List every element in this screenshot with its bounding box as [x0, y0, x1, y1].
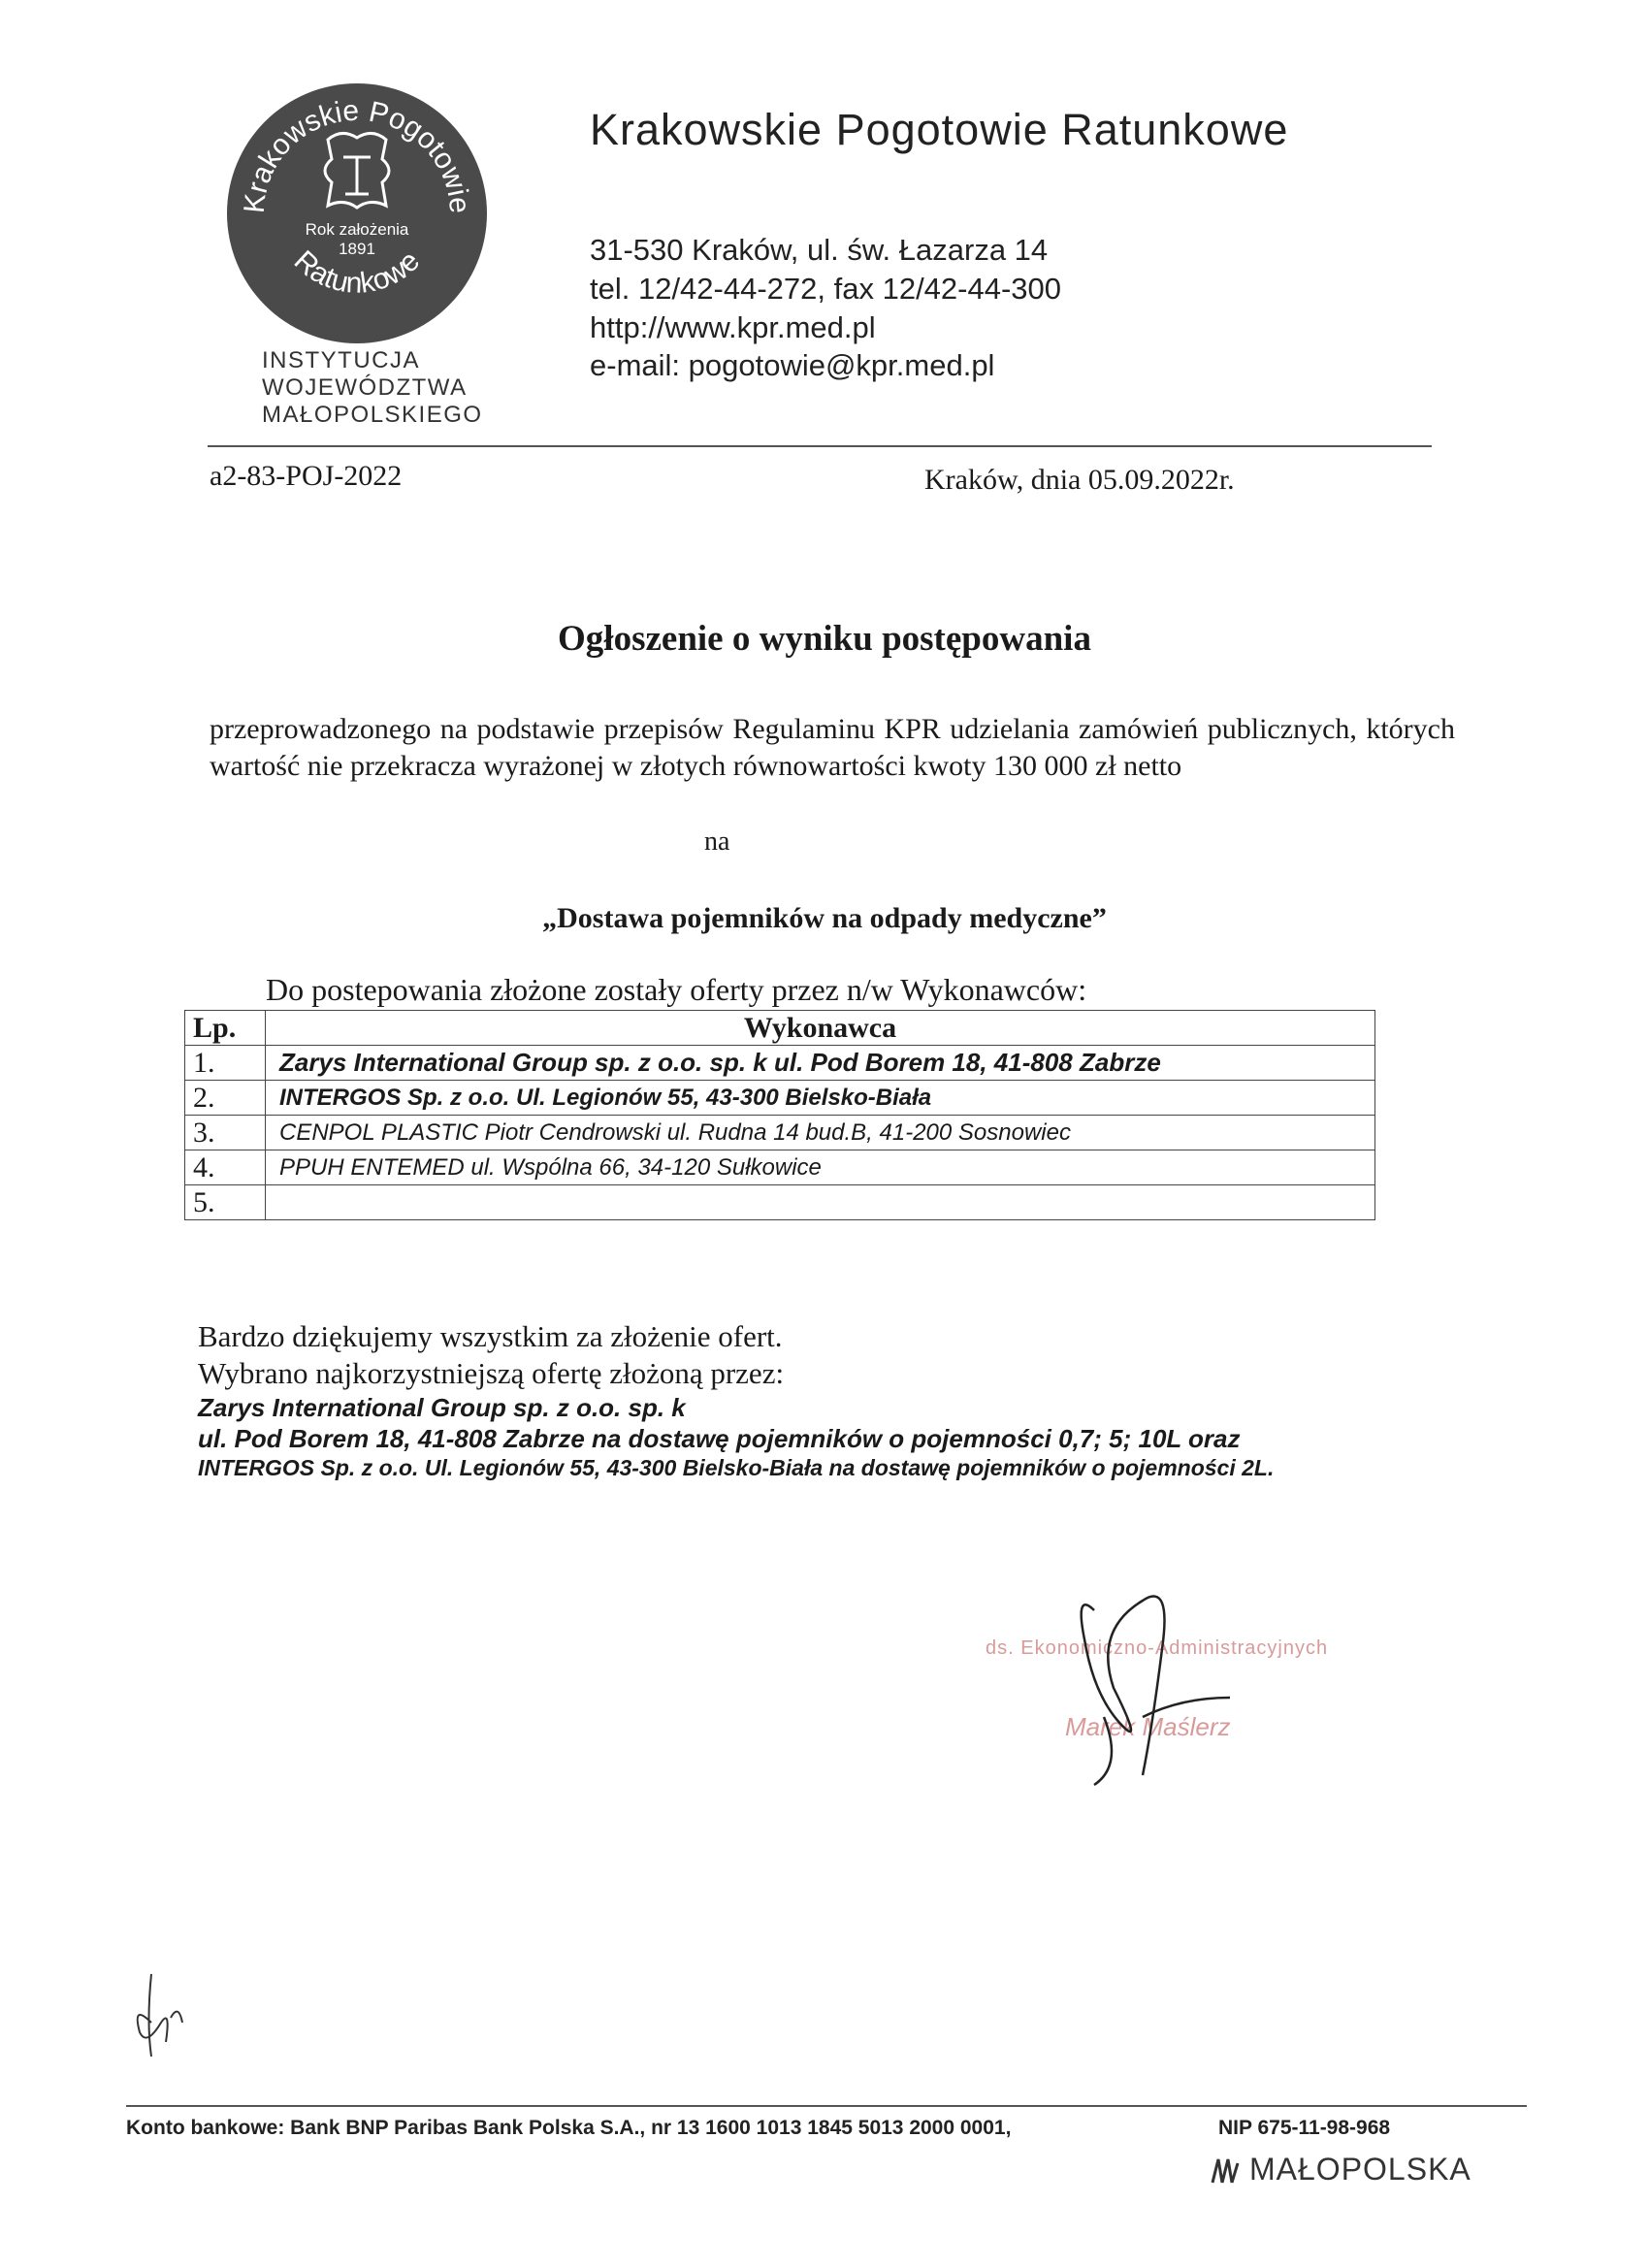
table-row [185, 1116, 1375, 1150]
institution-line: INSTYTUCJA [262, 347, 421, 373]
institution-line: MAŁOPOLSKIEGO [262, 402, 483, 428]
intro-connector: na [704, 826, 730, 857]
table-header-row [185, 1011, 1375, 1046]
thanks-text: Bardzo dziękujemy wszystkim za złożenie ofert. [198, 1319, 783, 1353]
winner-line: INTERGOS Sp. z o.o. Ul. Legionów 55, 43-300 Bielsko-Biała na dostawę pojemników o pojemności 2L. [198, 1455, 1275, 1480]
offers-table [184, 1010, 1375, 1220]
intro-paragraph: przeprowadzonego na podstawie przepisów Regulaminu KPR udzielania zamówień publicznych, których wartość nie przekracza wyrażonej w złotych równowartości kwoty 130 000 zł netto [210, 713, 1455, 782]
malopolska-mark-icon [1209, 2154, 1242, 2187]
row-contractor: PPUH ENTEMED ul. Wspólna 66, 34-120 Sułkowice [266, 1150, 1375, 1185]
table-row [185, 1150, 1375, 1185]
row-contractor: CENPOL PLASTIC Piotr Cendrowski ul. Rudna 14 bud.B, 41-200 Sosnowiec [266, 1116, 1375, 1150]
address: 31-530 Kraków, ul. św. Łazarza 14 [590, 233, 1049, 267]
phone-fax: tel. 12/42-44-272, fax 12/42-44-300 [590, 272, 1062, 306]
footer-divider [126, 2105, 1527, 2107]
winner-line: Zarys International Group sp. z o.o. sp. k [198, 1393, 686, 1422]
offers-intro: Do postepowania złożone zostały oferty przez n/w Wykonawców: [266, 972, 1087, 1007]
reference-number: a2-83-POJ-2022 [210, 460, 403, 492]
row-number: 3. [185, 1116, 266, 1150]
row-number: 5. [185, 1185, 266, 1220]
website-link[interactable]: http://www.kpr.med.pl [590, 310, 876, 344]
organization-name: Krakowskie Pogotowie Ratunkowe [590, 105, 1289, 154]
procurement-subject: „Dostawa pojemników na odpady medyczne” [542, 902, 1107, 934]
table-row [185, 1081, 1375, 1116]
row-number: 2. [185, 1081, 266, 1116]
row-contractor [266, 1185, 1375, 1220]
winner-line: ul. Pod Borem 18, 41-808 Zabrze na dostawę pojemników o pojemności 0,7; 5; 10L oraz [198, 1424, 1241, 1453]
row-number: 1. [185, 1046, 266, 1081]
row-number: 4. [185, 1150, 266, 1185]
initials-signature [122, 1964, 200, 2061]
row-contractor: Zarys International Group sp. z o.o. sp. k ul. Pod Borem 18, 41-808 Zabrze [266, 1046, 1375, 1081]
header-contractor: Wykonawca [266, 1011, 1375, 1046]
document-title: Ogłoszenie o wyniku postępowania [558, 619, 1091, 659]
row-contractor: INTERGOS Sp. z o.o. Ul. Legionów 55, 43-300 Bielsko-Biała [266, 1081, 1375, 1116]
institution-label [262, 347, 483, 429]
bank-account: Konto bankowe: Bank BNP Paribas Bank Polska S.A., nr 13 1600 1013 1845 5013 2000 0001, [126, 2117, 1012, 2139]
selected-offer-intro: Wybrano najkorzystniejszą ofertę złożoną przez: [198, 1356, 785, 1390]
logo-founded-year: 1891 [339, 240, 375, 258]
malopolska-text: MAŁOPOLSKA [1249, 2152, 1471, 2187]
email-link[interactable]: e-mail: pogotowie@kpr.med.pl [590, 348, 995, 382]
stamp-title: ds. Ekonomiczno-Administracyjnych [986, 1637, 1329, 1659]
logo-founded-label: Rok założenia [305, 220, 409, 239]
header-divider [208, 445, 1432, 447]
nip-number: NIP 675-11-98-968 [1218, 2117, 1391, 2139]
table-row [185, 1046, 1375, 1081]
organization-logo [225, 81, 489, 345]
date-line: Kraków, dnia 05.09.2022r. [924, 464, 1235, 496]
malopolska-logo [1209, 2152, 1471, 2187]
logo-ring-text-top: Krakowskie Pogotowie [238, 94, 476, 215]
institution-line: WOJEWÓDZTWA [262, 374, 468, 401]
logo-ring-text-bottom: Ratunkowe [287, 244, 427, 300]
signature [1036, 1571, 1269, 1795]
header-lp: Lp. [185, 1011, 266, 1046]
table-row [185, 1185, 1375, 1220]
stamp-name: Marek Maślerz [1065, 1712, 1231, 1741]
